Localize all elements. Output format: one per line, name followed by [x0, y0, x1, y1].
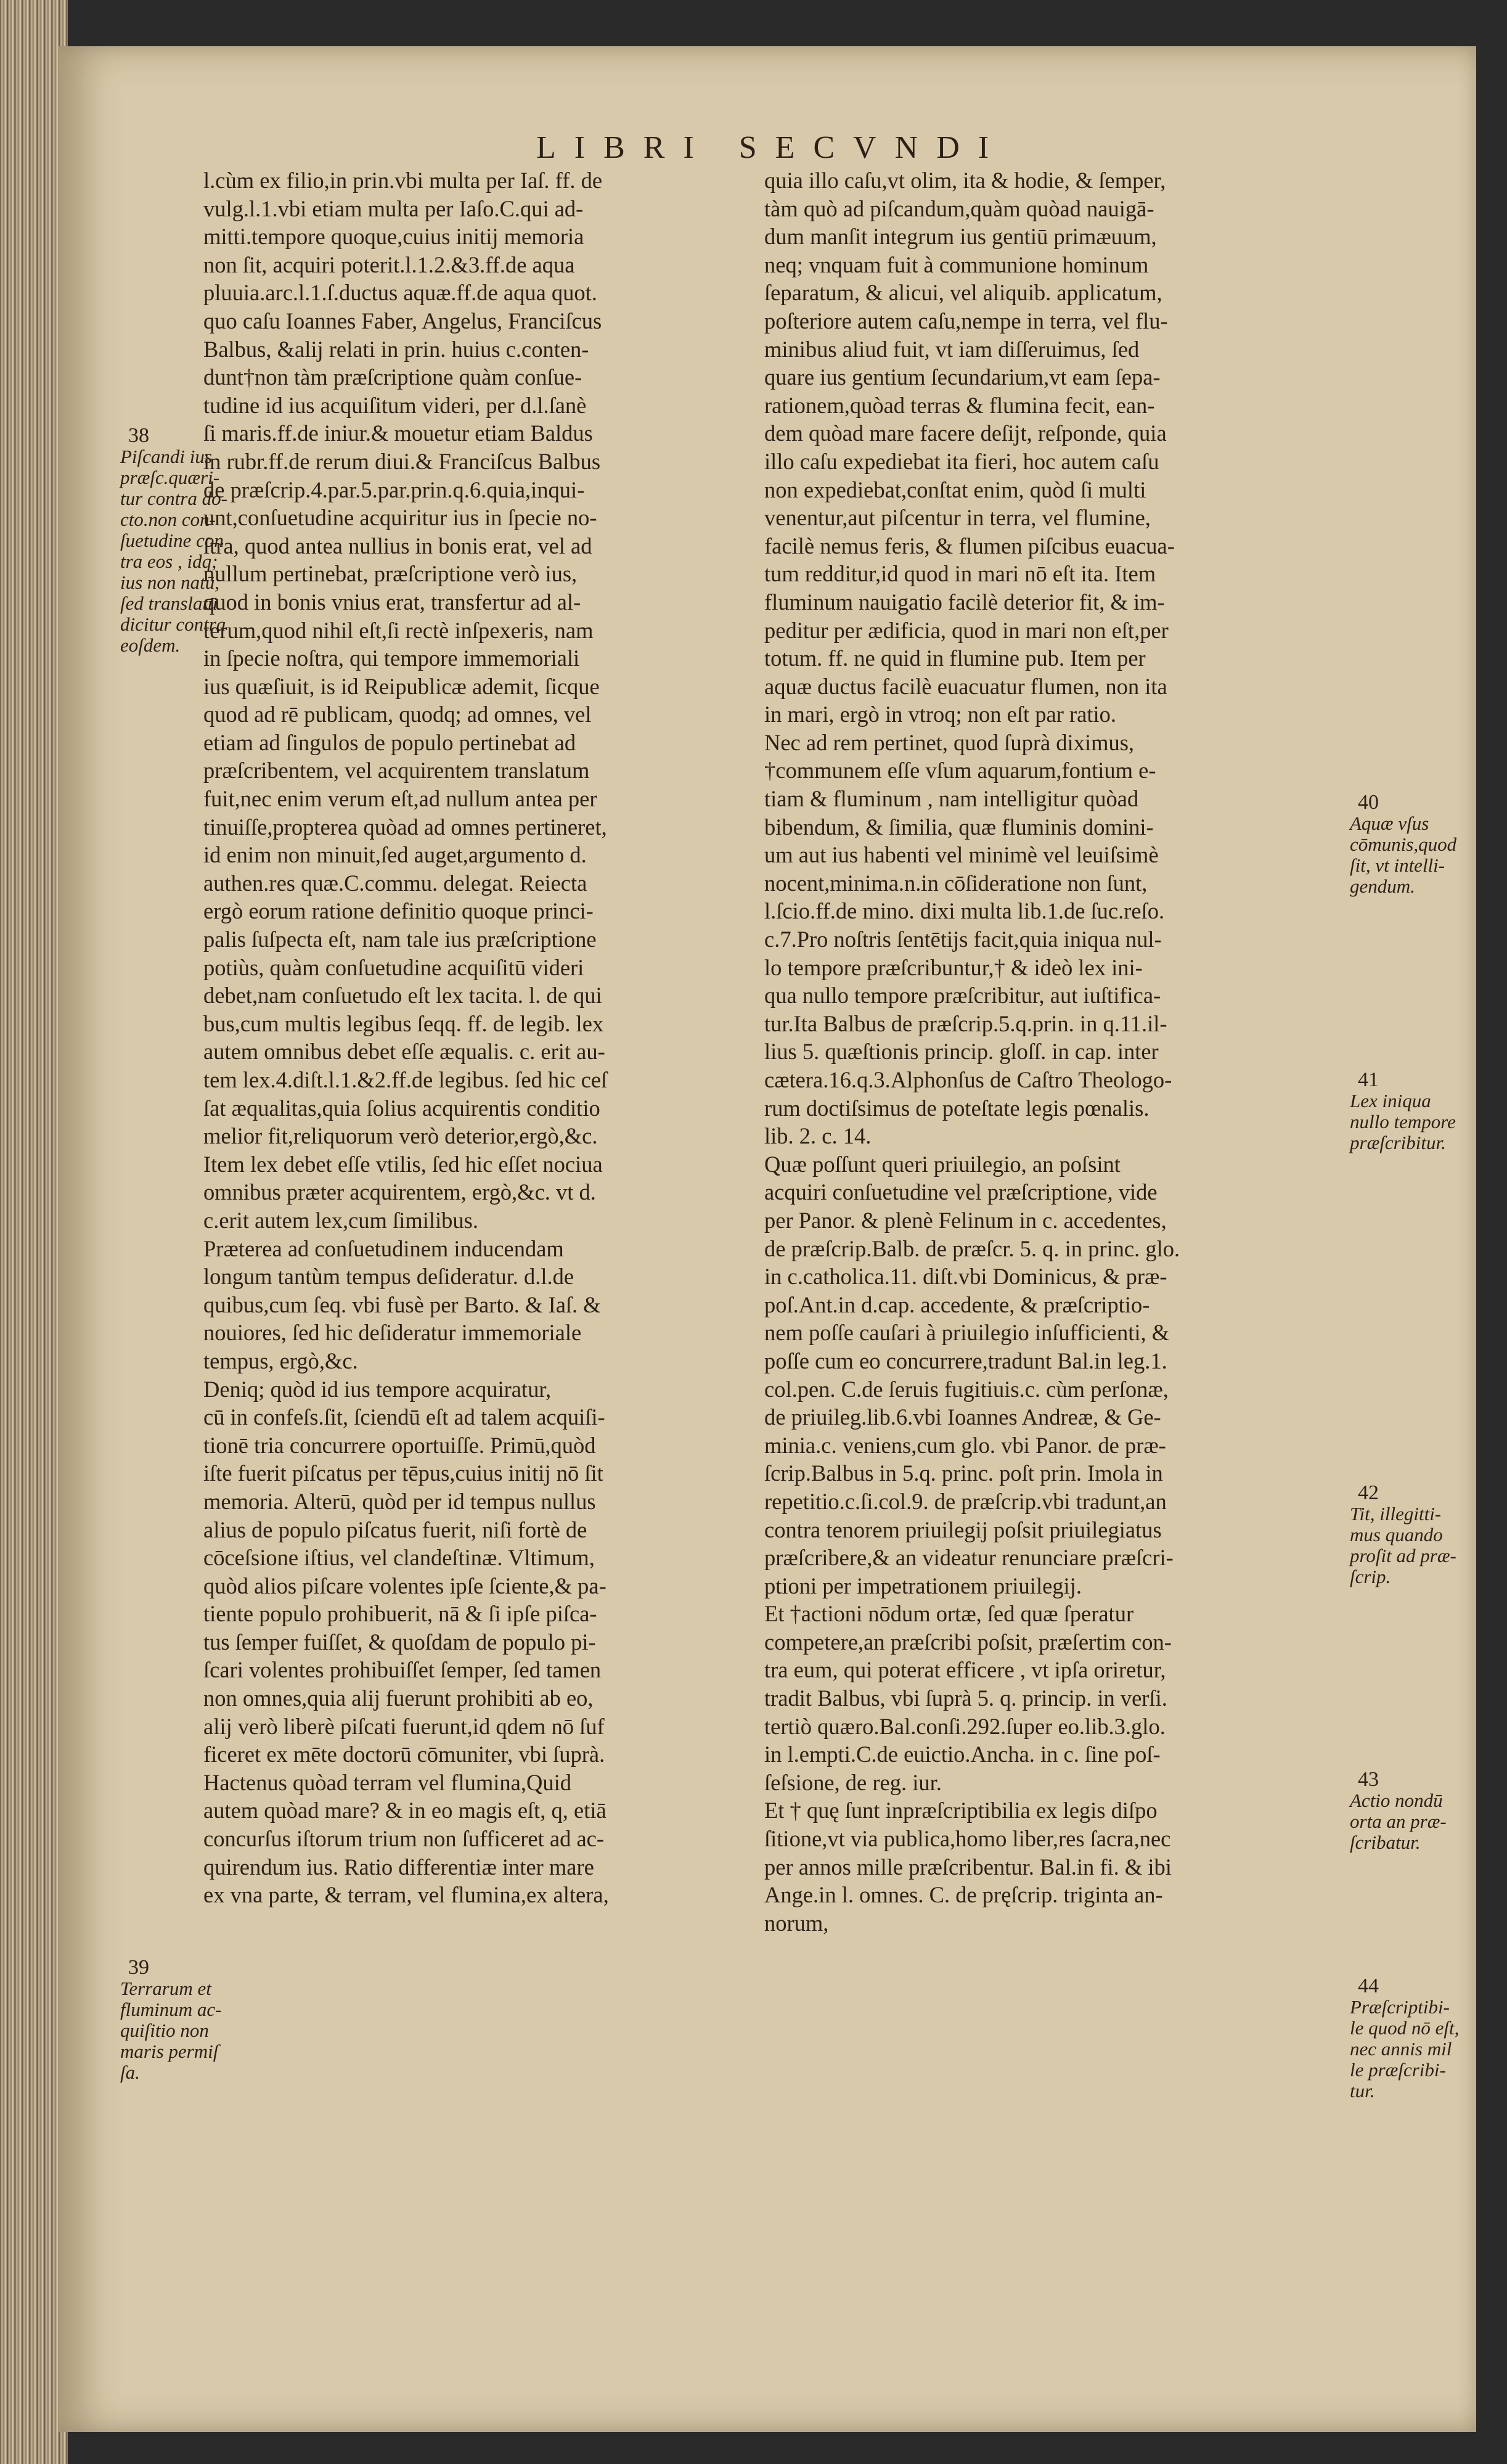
left-text-column — [203, 166, 737, 1909]
text-line: ſat æqualitas,quia ſolius acquirentis conditio — [203, 1095, 600, 1121]
text-line: ergò eorum ratione definitio quoque princi- — [203, 898, 594, 924]
marginal-note-line: fluminum ac- — [120, 1999, 222, 2020]
text-line: nouiores, ſed hic deſideratur immemoriale — [203, 1320, 582, 1346]
text-line: qua nullo tempore præſcribitur, aut iuſtifica- — [764, 983, 1161, 1009]
marginal-note-line: le præſcribi- — [1350, 2059, 1446, 2081]
text-line: tudine id ius acquiſitum videri, per d.l.ſanè — [203, 392, 587, 418]
marginal-note-number: 44 — [1358, 1975, 1379, 1997]
marginal-note-line: ſuetudine con — [120, 530, 224, 551]
text-line: †communem eſſe vſum aquarum,fontium e- — [764, 758, 1156, 784]
marginal-note-number: 38 — [128, 424, 149, 447]
text-line: poſteriore autem caſu,nempe in terra, vel flu- — [764, 308, 1168, 334]
text-line: Hactenus quòad terram vel flumina,Quid — [203, 1769, 571, 1795]
text-line: tertiò quæro.Bal.conſi.292.ſuper eo.lib.3.glo. — [764, 1713, 1166, 1739]
marginal-note-number: 40 — [1358, 791, 1379, 814]
marginal-note-line: mus quando — [1350, 1524, 1443, 1545]
text-line: bibendum, & ſimilia, quæ fluminis domini- — [764, 814, 1154, 840]
text-line: per Panor. & plenè Felinum in c. accedentes, — [764, 1207, 1167, 1233]
text-line: tem lex.4.diſt.l.1.&2.ff.de legibus. ſed hic ceſ — [203, 1067, 608, 1092]
text-line: vulg.l.1.vbi etiam multa per Iaſo.C.qui ad- — [203, 195, 584, 221]
text-line: l.ſcio.ff.de mino. dixi multa lib.1.de ſuc.reſo. — [764, 898, 1165, 924]
text-line: ſitione,vt via publica,homo liber,res ſacra,nec — [764, 1826, 1171, 1852]
text-line: ex vna parte, & terram, vel flumina,ex altera, — [203, 1882, 609, 1908]
marginal-note-number: 42 — [1358, 1481, 1379, 1504]
text-line: unt,conſuetudine acquiritur ius in ſpecie no- — [203, 505, 597, 531]
running-head: LIBRI SECVNDI — [536, 130, 1008, 165]
text-line: ſi maris.ff.de iniur.& mouetur etiam Baldus — [203, 420, 593, 446]
marginal-note-line: ſed translatū — [120, 592, 218, 614]
text-line: tempus, ergò,&c. — [203, 1348, 358, 1373]
text-line: venentur,aut piſcentur in terra, vel flumine, — [764, 505, 1151, 531]
marginal-note-line: Aquæ vſus — [1350, 812, 1429, 834]
marginal-note-line: præſc.quæri- — [120, 467, 220, 488]
text-line: tus ſemper fuiſſet, & quoſdam de populo pi- — [203, 1629, 596, 1655]
text-line: palis ſuſpecta eſt, nam tale ius præſcriptione — [203, 927, 597, 952]
text-line: tiam & fluminum , nam intelligitur quòad — [764, 786, 1139, 812]
marginal-note-line: nullo tempore — [1350, 1111, 1456, 1132]
text-line: ptioni per impetrationem priuilegij. — [764, 1573, 1082, 1598]
text-line: l.cùm ex filio,in prin.vbi multa per Iaſ. ff. de — [203, 168, 603, 193]
marginal-note-line: Præſcriptibi- — [1350, 1996, 1450, 2018]
marginal-note-line: eoſdem. — [120, 634, 181, 656]
marginal-note-line: ſcribatur. — [1350, 1832, 1421, 1853]
text-line: Et †actioni nōdum ortæ, ſed quæ ſperatur — [764, 1601, 1134, 1627]
text-line: tinuiſſe,propterea quòad ad omnes pertineret, — [203, 814, 607, 840]
text-line: poſ.Ant.in d.cap. accedente, & præſcriptio- — [764, 1291, 1150, 1317]
text-line: alius de populo piſcatus fuerit, niſi fortè de — [203, 1516, 587, 1542]
text-line: aquæ ductus facilè euacuatur flumen, non ita — [764, 673, 1167, 699]
text-line: per annos mille præſcribentur. Bal.in fi. & ibi — [764, 1854, 1172, 1880]
text-line: præſcribere,& an videatur renunciare præſcri- — [764, 1545, 1174, 1571]
marginal-note-41 — [1350, 1070, 1456, 1153]
text-line: in c.catholica.11. diſt.vbi Dominicus, & præ- — [764, 1264, 1167, 1290]
text-line: bus,cum multis legibus ſeqq. ff. de legib. lex — [203, 1010, 604, 1036]
text-line: de priuileg.lib.6.vbi Ioannes Andreæ, & Ge- — [764, 1404, 1161, 1430]
text-line: fluminum nauigatio facilè deterior fit, & im- — [764, 589, 1165, 615]
text-line: autem omnibus debet eſſe æqualis. c. erit au- — [203, 1039, 605, 1065]
text-line: non expediebat,conſtat enim, quòd ſi multi — [764, 477, 1146, 502]
text-line: omnibus præter acquirentem, ergò,&c. vt d. — [203, 1179, 596, 1205]
text-line: de præſcrip.Balb. de præſcr. 5. q. in princ. glo. — [764, 1235, 1180, 1261]
marginal-note-line: Tit, illegitti- — [1350, 1503, 1442, 1525]
text-line: poſſe cum eo concurrere,tradunt Bal.in leg.1. — [764, 1348, 1167, 1373]
text-line: dunt†non tàm præſcriptione quàm conſue- — [203, 364, 582, 390]
marginal-note-line: cto.non con- — [120, 509, 216, 530]
text-line: Balbus, &alij relati in prin. huius c.conten- — [203, 336, 589, 362]
text-line: ſcrip.Balbus in 5.q. princ. poſt prin. Imola in — [764, 1460, 1163, 1486]
marginal-note-line: ſcrip. — [1350, 1566, 1391, 1587]
text-line: quibus,cum ſeq. vbi fusè per Barto. & Iaſ. & — [203, 1291, 601, 1317]
text-line: contra tenorem priuilegij poſsit priuilegiatus — [764, 1516, 1162, 1542]
text-line: tra eum, qui poterat efficere , vt ipſa oriretur, — [764, 1657, 1166, 1683]
text-line: totum. ff. ne quid in flumine pub. Item per — [764, 645, 1146, 671]
text-line: rum doctiſsimus de poteſtate legis pœnalis. — [764, 1095, 1150, 1121]
text-line: ficeret ex mēte doctorū cōmuniter, vbi ſuprà. — [203, 1742, 605, 1767]
text-line: minibus aliud fuit, vt iam diſſeruimus, ſed — [764, 336, 1140, 362]
text-line: cōceſsione iſtius, vel clandeſtinæ. Vltimum, — [203, 1545, 595, 1571]
marginal-note-line: ſit, vt intelli- — [1350, 854, 1445, 876]
text-line: etiam ad ſingulos de populo pertinebat ad — [203, 729, 576, 755]
text-line: Præterea ad conſuetudinem inducendam — [203, 1235, 564, 1261]
marginal-note-43 — [1350, 1769, 1447, 1853]
text-line: præſcribentem, vel acquirentem translatum — [203, 758, 590, 784]
text-line: Deniq; quòd id ius tempore acquiratur, — [203, 1376, 552, 1402]
marginal-note-line: tur contra do- — [120, 488, 227, 509]
marginal-note-line: nec annis mil — [1350, 2038, 1452, 2060]
marginal-note-line: præſcribitur. — [1350, 1132, 1446, 1153]
text-line: tradit Balbus, vbi ſuprà 5. q. princip. in verſi. — [764, 1685, 1167, 1711]
text-line: Item lex debet eſſe vtilis, ſed hic eſſet nociua — [203, 1151, 603, 1177]
marginal-note-line: orta an præ- — [1350, 1811, 1447, 1832]
text-line: potiùs, quàm conſuetudine acquiſitū videri — [203, 954, 584, 980]
marginal-note-line: dicitur contra — [120, 613, 226, 635]
text-line: ius quæſiuit, is id Reipublicæ ademit, ſicque — [203, 673, 600, 699]
text-line: in rubr.ff.de rerum diui.& Franciſcus Balbus — [203, 448, 601, 474]
text-line: authen.res quæ.C.commu. delegat. Reiecta — [203, 870, 587, 896]
text-line: ſtra, quod antea nullius in bonis erat, vel ad — [203, 533, 592, 559]
marginal-note-line: Lex iniqua — [1350, 1090, 1431, 1111]
text-line: longum tantùm tempus deſideratur. d.l.de — [203, 1264, 574, 1290]
marginal-note-line: proſit ad præ- — [1350, 1545, 1456, 1566]
text-line: minia.c. veniens,cum glo. vbi Panor. de præ- — [764, 1432, 1166, 1458]
text-line: de præſcrip.4.par.5.par.prin.q.6.quia,inqui- — [203, 477, 585, 502]
text-line: nem poſſe cauſari à priuilegio inſufficienti, & — [764, 1320, 1170, 1346]
text-line: cætera.16.q.3.Alphonſus de Caſtro Theologo- — [764, 1067, 1172, 1092]
text-line: concurſus iſtorum trium non ſufficeret ad ac- — [203, 1826, 605, 1852]
text-line: neq; vnquam fuit à communione hominum — [764, 252, 1149, 277]
text-line: quia illo caſu,vt olim, ita & hodie, & ſemper, — [764, 168, 1166, 193]
text-line: non omnes,quia alij fuerunt prohibiti ab eo, — [203, 1685, 594, 1711]
text-line: ſeſsione, de reg. iur. — [764, 1769, 942, 1795]
text-line: fuit,nec enim verum eſt,ad nullum antea per — [203, 786, 597, 812]
text-line: lib. 2. c. 14. — [764, 1123, 872, 1149]
text-line: tàm quò ad piſcandum,quàm quòad nauigā- — [764, 195, 1154, 221]
marginal-note-40 — [1350, 792, 1456, 897]
text-line: nocent,minima.n.in cōſideratione non ſunt, — [764, 870, 1148, 896]
text-line: facilè nemus feris, & flumen piſcibus euacua- — [764, 533, 1175, 559]
marginal-note-line: ſa. — [120, 2061, 140, 2083]
marginal-note-line: Terrarum et — [120, 1978, 211, 1999]
text-line: Ange.in l. omnes. C. de pręſcrip. triginta an- — [764, 1882, 1163, 1908]
text-line: quo caſu Ioannes Faber, Angelus, Franciſcus — [203, 308, 602, 334]
text-line: quare ius gentium ſecundarium,vt eam ſepa- — [764, 364, 1161, 390]
text-line: Quæ poſſunt queri priuilegio, an poſsint — [764, 1151, 1121, 1177]
right-text-column — [764, 166, 1344, 1937]
text-line: dum manſit integrum ius gentiū primæuum, — [764, 224, 1157, 250]
text-line: tur.Ita Balbus de præſcrip.5.q.prin. in q.11.il- — [764, 1010, 1167, 1036]
marginal-note-line: ius non natū, — [120, 571, 220, 593]
text-line: rationem,quòad terras & flumina fecit, ean- — [764, 392, 1155, 418]
text-line: repetitio.c.ſi.col.9. de præſcrip.vbi tradunt,an — [764, 1488, 1167, 1514]
book-page-edges — [0, 0, 68, 2464]
marginal-note-line: tur. — [1350, 2080, 1375, 2102]
text-line: in l.empti.C.de euictio.Ancha. in c. ſine poſ- — [764, 1742, 1161, 1767]
text-line: tum redditur,id quod in mari nō eſt ita. Item — [764, 561, 1156, 587]
text-line: debet,nam conſuetudo eſt lex tacita. l. de qui — [203, 983, 602, 1009]
marginal-note-line: gendum. — [1350, 875, 1415, 897]
text-line: memoria. Alterū, quòd per id tempus nullus — [203, 1488, 596, 1514]
text-line: ſcari volentes prohibuiſſet ſemper, ſed tamen — [203, 1657, 602, 1683]
text-line: um aut ius habenti vel minimè vel leuiſsimè — [764, 842, 1159, 868]
marginal-note-line: cōmunis,quod — [1350, 833, 1457, 855]
marginal-note-44 — [1350, 1976, 1459, 2102]
text-line: col.pen. C.de ſeruis fugitiuis.c. cùm perſonæ, — [764, 1376, 1169, 1402]
text-line: iſte fuerit piſcatus per tēpus,cuius initij nō ſit — [203, 1460, 603, 1486]
text-line: tiente populo prohibuerit, nā & ſi ipſe piſca- — [203, 1601, 597, 1627]
marginal-note-line: maris permiſ — [120, 2040, 219, 2062]
marginal-note-39 — [120, 1957, 221, 2083]
text-line: lo tempore præſcribuntur,† & ideò lex ini- — [764, 954, 1143, 980]
text-line: cū in confeſs.ſit, ſciendū eſt ad talem acquiſi- — [203, 1404, 605, 1430]
text-line: peditur per ædificia, quod in mari non eſt,per — [764, 617, 1169, 643]
text-line: dem quòad mare facere deſijt, reſponde, quia — [764, 420, 1167, 446]
text-line: Nec ad rem pertinet, quod ſuprà diximus, — [764, 729, 1135, 755]
marginal-note-number: 39 — [128, 1956, 149, 1979]
marginal-note-42 — [1350, 1483, 1456, 1587]
text-line: illo caſu expediebat ita fieri, hoc autem caſu — [764, 448, 1159, 474]
text-line: c.erit autem lex,cum ſimilibus. — [203, 1207, 479, 1233]
marginal-note-number: 41 — [1358, 1068, 1379, 1091]
text-line: tionē tria concurrere oportuiſſe. Primū,quòd — [203, 1432, 596, 1458]
text-line: nullum pertinebat, præſcriptione verò ius, — [203, 561, 578, 587]
marginal-note-line: Piſcandi ius — [120, 446, 212, 467]
marginal-note-38 — [120, 425, 227, 656]
text-line: quòd alios piſcare volentes ipſe ſciente,& pa- — [203, 1573, 606, 1598]
text-line: in mari, ergò in vtroq; non eſt par ratio. — [764, 702, 1117, 727]
text-line: lius 5. quæſtionis princip. gloſſ. in cap. inter — [764, 1039, 1159, 1065]
marginal-note-line: quiſitio non — [120, 2020, 209, 2041]
marginal-note-line: tra eos , idq; — [120, 551, 218, 572]
marginal-note-line: le quod nō eſt, — [1350, 2017, 1460, 2039]
text-line: quod ad rē publicam, quodq; ad omnes, vel — [203, 702, 592, 727]
text-line: c.7.Pro noſtris ſentētijs facit,quia iniqua nul- — [764, 927, 1162, 952]
text-line: in ſpecie noſtra, qui tempore immemoriali — [203, 645, 580, 671]
text-line: Et † quę ſunt inpræſcriptibilia ex legis diſpo — [764, 1798, 1158, 1823]
text-line: quirendum ius. Ratio differentiæ inter mare — [203, 1854, 594, 1880]
text-line: melior fit,reliquorum verò deterior,ergò,&c. — [203, 1123, 598, 1149]
text-line: competere,an præſcribi poſsit, præſertim con- — [764, 1629, 1172, 1655]
text-line: quod in bonis vnius erat, transfertur ad al- — [203, 589, 581, 615]
text-line: autem quòad mare? & in eo magis eſt, q, etiā — [203, 1798, 606, 1823]
text-line: ſeparatum, & alicui, vel aliquib. applicatum, — [764, 280, 1162, 306]
text-line: alij verò liberè piſcati fuerunt,id qdem nō ſuf — [203, 1713, 605, 1739]
text-line: non ſit, acquiri poterit.l.1.2.&3.ff.de aqua — [203, 252, 575, 277]
text-line: terum,quod nihil eſt,ſi rectè inſpexeris, nam — [203, 617, 594, 643]
marginal-note-number: 43 — [1358, 1768, 1379, 1791]
text-line: id enim non minuit,ſed auget,argumento d. — [203, 842, 587, 868]
text-line: mitti.tempore quoque,cuius initij memoria — [203, 224, 584, 250]
text-line: pluuia.arc.l.1.ſ.ductus aquæ.ff.de aqua quot. — [203, 280, 597, 306]
text-line: acquiri conſuetudine vel præſcriptione, vide — [764, 1179, 1158, 1205]
marginal-note-line: Actio nondū — [1350, 1790, 1443, 1811]
text-line: norum, — [764, 1910, 829, 1936]
